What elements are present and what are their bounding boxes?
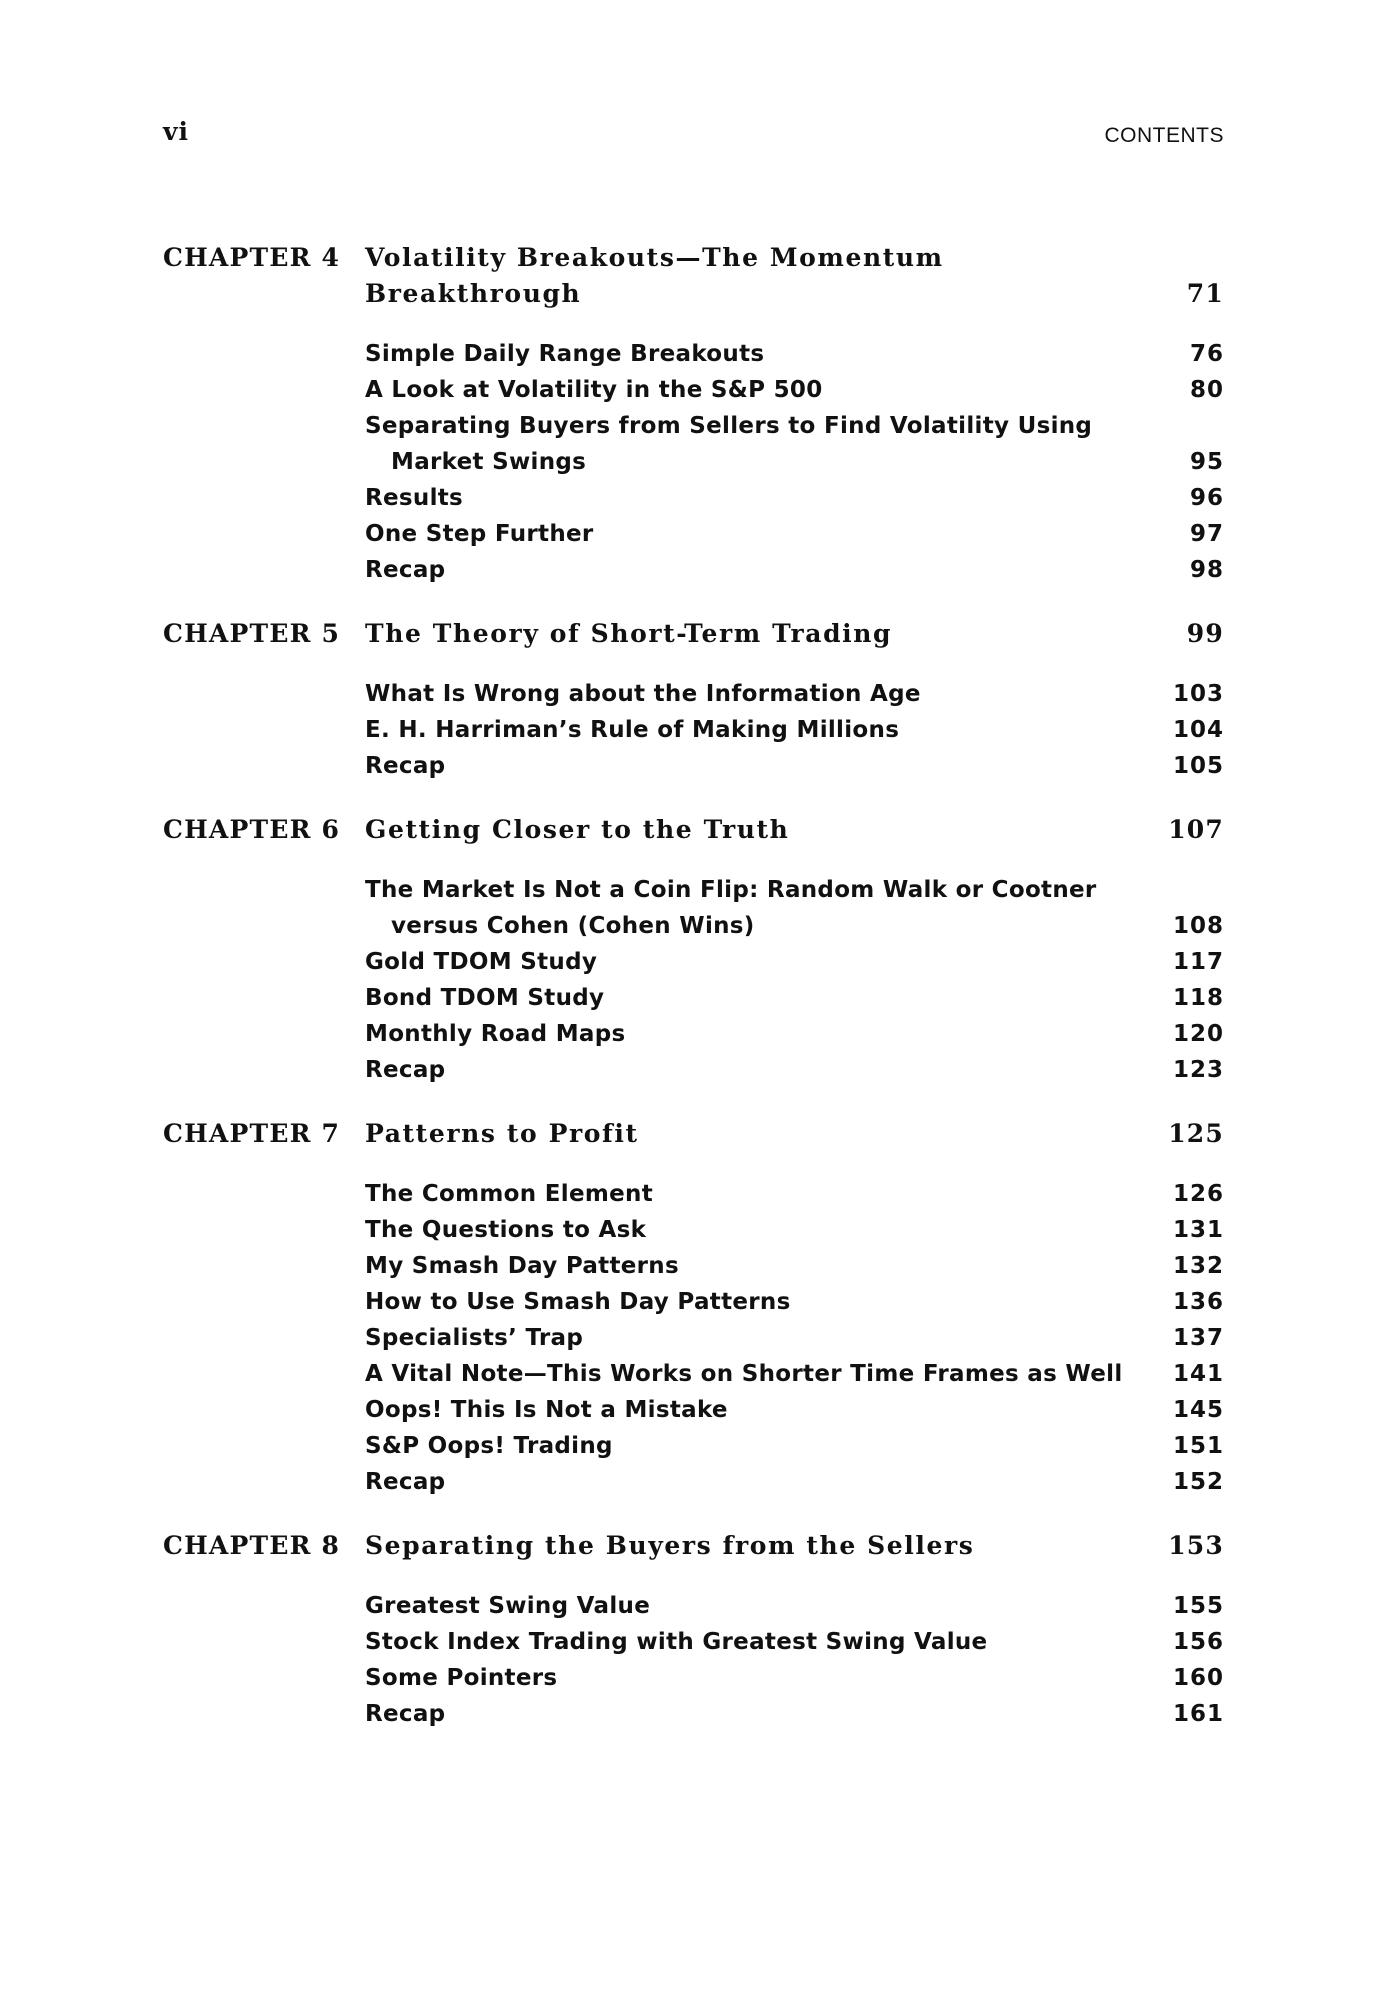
section-entry	[365, 408, 1224, 480]
section-page-number: 151	[1172, 1433, 1224, 1459]
chapter-entry-6	[163, 812, 1224, 1088]
section-title: Gold TDOM Study	[365, 949, 598, 975]
section-page-number: 161	[1172, 1701, 1224, 1727]
section-title: A Look at Volatility in the S&P 500	[365, 377, 823, 403]
section-page-number: 95	[1189, 449, 1224, 475]
section-title: How to Use Smash Day Patterns	[365, 1289, 791, 1315]
section-title: S&P Oops! Trading	[365, 1433, 613, 1459]
section-page-number: 108	[1172, 913, 1224, 939]
section-page-number: 141	[1172, 1361, 1224, 1387]
section-page-number: 136	[1172, 1289, 1224, 1315]
section-entry	[365, 1696, 1224, 1732]
section-page-number: 97	[1189, 521, 1224, 547]
section-page-number: 118	[1172, 985, 1224, 1011]
chapter-heading	[163, 1116, 1224, 1152]
section-list	[365, 676, 1224, 784]
chapter-page-number: 107	[1168, 815, 1224, 844]
section-title: Some Pointers	[365, 1665, 558, 1691]
section-entry	[365, 872, 1224, 944]
chapter-entry-8	[163, 1528, 1224, 1732]
section-page-number: 103	[1172, 681, 1224, 707]
section-page-number: 132	[1172, 1253, 1224, 1279]
section-title: The Common Element	[365, 1181, 653, 1207]
chapter-label: CHAPTER 7	[163, 1119, 341, 1148]
chapter-label: CHAPTER 6	[163, 815, 341, 844]
section-entry	[365, 1320, 1224, 1356]
page-folio: vi	[163, 117, 190, 146]
chapter-page-number: 125	[1168, 1119, 1224, 1148]
section-title: Monthly Road Maps	[365, 1021, 626, 1047]
section-entry	[365, 552, 1224, 588]
chapter-entry-4	[163, 240, 1224, 588]
chapter-heading	[163, 1528, 1224, 1564]
section-list	[365, 1176, 1224, 1500]
section-entry	[365, 676, 1224, 712]
section-entry	[365, 1212, 1224, 1248]
section-title: Recap	[365, 1057, 446, 1083]
section-title: Recap	[365, 1469, 446, 1495]
chapter-title: The Theory of Short-Term Trading	[365, 619, 893, 648]
section-entry	[365, 712, 1224, 748]
section-entry	[365, 372, 1224, 408]
section-title: What Is Wrong about the Information Age	[365, 681, 921, 707]
section-title: My Smash Day Patterns	[365, 1253, 679, 1279]
section-entry	[365, 1284, 1224, 1320]
section-page-number: 160	[1172, 1665, 1224, 1691]
section-entry	[365, 748, 1224, 784]
section-entry	[365, 1624, 1224, 1660]
section-entry	[365, 516, 1224, 552]
section-title: One Step Further	[365, 521, 594, 547]
section-entry	[365, 1464, 1224, 1500]
section-page-number: 126	[1172, 1181, 1224, 1207]
section-page-number: 104	[1172, 717, 1224, 743]
chapter-page-number: 71	[1186, 279, 1224, 308]
section-entry	[365, 1052, 1224, 1088]
section-title: The Questions to Ask	[365, 1217, 647, 1243]
section-page-number: 120	[1172, 1021, 1224, 1047]
section-title: Simple Daily Range Breakouts	[365, 341, 765, 367]
section-page-number: 80	[1189, 377, 1224, 403]
section-title: Greatest Swing Value	[365, 1593, 651, 1619]
section-page-number: 98	[1189, 557, 1224, 583]
section-page-number: 76	[1189, 341, 1224, 367]
section-title: A Vital Note—This Works on Shorter Time Frames as Well	[365, 1361, 1123, 1387]
chapter-label: CHAPTER 8	[163, 1531, 341, 1560]
section-page-number: 145	[1172, 1397, 1224, 1423]
section-entry	[365, 480, 1224, 516]
section-title: Recap	[365, 753, 446, 779]
chapter-title: Patterns to Profit	[365, 1119, 639, 1148]
section-entry	[365, 1176, 1224, 1212]
section-title: Specialists’ Trap	[365, 1325, 584, 1351]
section-page-number: 105	[1172, 753, 1224, 779]
section-list	[365, 1588, 1224, 1732]
chapter-heading	[163, 616, 1224, 652]
section-title: Recap	[365, 1701, 446, 1727]
section-entry	[365, 1660, 1224, 1696]
chapter-label: CHAPTER 5	[163, 619, 341, 648]
chapter-entry-7	[163, 1116, 1224, 1500]
section-page-number: 117	[1172, 949, 1224, 975]
chapter-page-number: 99	[1186, 619, 1224, 648]
section-entry	[365, 980, 1224, 1016]
section-entry	[365, 1248, 1224, 1284]
chapter-heading	[163, 812, 1224, 848]
section-title: Results	[365, 485, 464, 511]
chapter-label: CHAPTER 4	[163, 243, 341, 272]
running-head: CONTENTS	[1104, 124, 1224, 147]
section-entry	[365, 1356, 1224, 1392]
chapter-heading	[163, 240, 1224, 312]
section-page-number: 155	[1172, 1593, 1224, 1619]
section-title: Separating Buyers from Sellers to Find Volatility Using Market Swings	[365, 413, 1093, 475]
section-entry	[365, 336, 1224, 372]
table-of-contents	[163, 240, 1224, 1732]
chapter-page-number: 153	[1168, 1531, 1224, 1560]
section-page-number: 96	[1189, 485, 1224, 511]
section-title: The Market Is Not a Coin Flip: Random Walk or Cootner versus Cohen (Cohen Wins)	[365, 877, 1097, 939]
section-page-number: 137	[1172, 1325, 1224, 1351]
chapter-title: Getting Closer to the Truth	[365, 815, 790, 844]
chapter-entry-5	[163, 616, 1224, 784]
section-page-number: 131	[1172, 1217, 1224, 1243]
chapter-title: Separating the Buyers from the Sellers	[365, 1531, 975, 1560]
section-entry	[365, 1588, 1224, 1624]
section-page-number: 123	[1172, 1057, 1224, 1083]
chapter-title: Volatility Breakouts—The Momentum Breakthrough	[365, 243, 944, 308]
section-title: E. H. Harriman’s Rule of Making Millions	[365, 717, 900, 743]
section-title: Stock Index Trading with Greatest Swing Value	[365, 1629, 988, 1655]
section-page-number: 152	[1172, 1469, 1224, 1495]
section-entry	[365, 1392, 1224, 1428]
section-list	[365, 872, 1224, 1088]
section-title: Recap	[365, 557, 446, 583]
section-entry	[365, 1428, 1224, 1464]
section-list	[365, 336, 1224, 588]
section-entry	[365, 944, 1224, 980]
section-title: Oops! This Is Not a Mistake	[365, 1397, 728, 1423]
section-title: Bond TDOM Study	[365, 985, 605, 1011]
section-page-number: 156	[1172, 1629, 1224, 1655]
section-entry	[365, 1016, 1224, 1052]
